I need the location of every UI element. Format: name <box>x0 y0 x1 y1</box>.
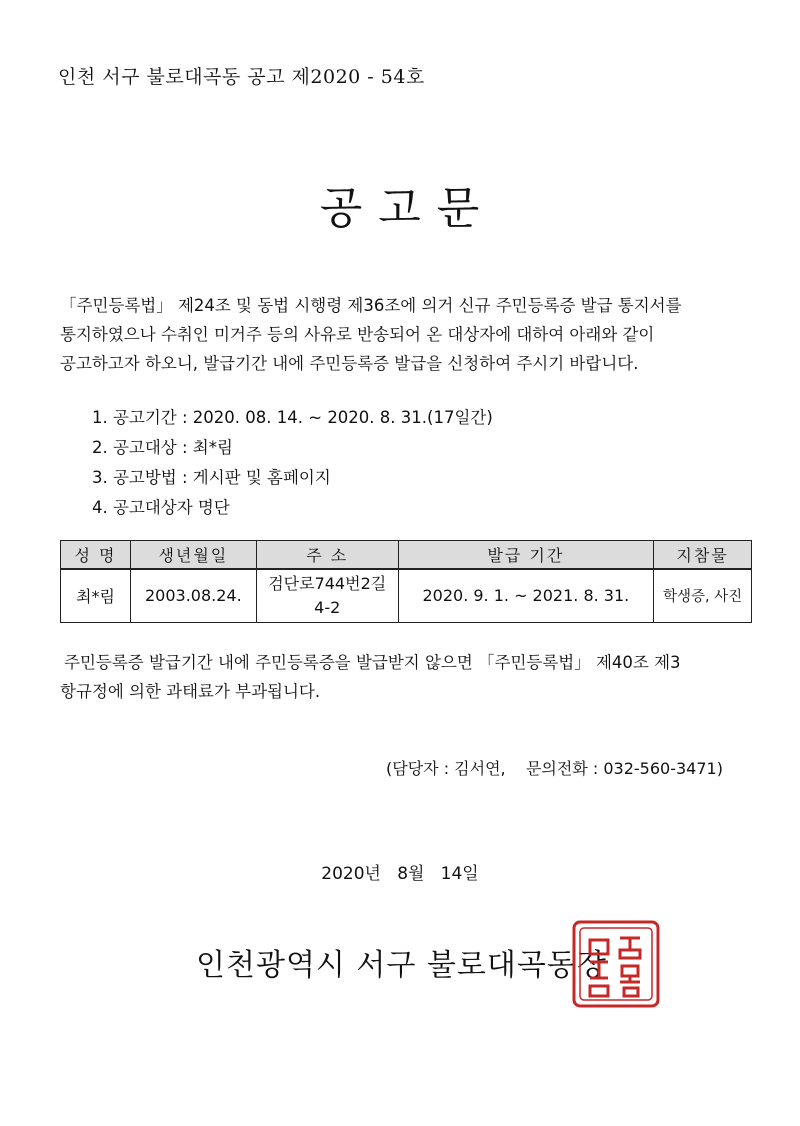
item-roster-title: 4. 공고대상자 명단 <box>92 498 230 517</box>
header-items: 지참물 <box>654 541 752 569</box>
cell-items: 학생증, 사진 <box>654 569 752 623</box>
header-period: 발급 기간 <box>398 541 654 569</box>
table-header-row <box>61 541 752 569</box>
item-period: 1. 공고기간 : 2020. 08. 14. ~ 2020. 8. 31.(17일간) <box>92 408 493 427</box>
official-seal-icon <box>568 916 664 1012</box>
penalty-line: 주민등록증 발급기간 내에 주민등록증을 발급받지 않으면 「주민등록법」 제40조 제3 <box>64 653 681 672</box>
cell-name: 최*림 <box>61 569 131 623</box>
penalty-line: 항규정에 의한 과태료가 부과됩니다. <box>60 682 321 701</box>
document-date: 2020년 8월 14일 <box>321 864 479 884</box>
address-line: 4-2 <box>314 597 341 617</box>
intro-line: 공고하고자 하오니, 발급기간 내에 주민등록증 발급을 신청하여 주시기 바랍니다. <box>60 354 639 373</box>
item-method: 3. 공고방법 : 게시판 및 홈페이지 <box>92 468 331 487</box>
header-name: 성 명 <box>61 541 131 569</box>
address-line: 검단로744번2길 <box>268 573 387 593</box>
notice-items <box>92 403 493 523</box>
penalty-note <box>60 648 760 706</box>
intro-line: 「주민등록법」 제24조 및 동법 시행령 제36조에 의거 신규 주민등록증 발급 통지서를 <box>60 296 682 315</box>
issuer-name: 인천광역시 서구 불로대곡동장 <box>196 948 607 983</box>
roster-table <box>60 540 752 623</box>
document-title: 공 고 문 <box>319 183 481 234</box>
header-birth: 생년월일 <box>130 541 256 569</box>
table-row <box>61 569 752 623</box>
contact-info: (담당자 : 김서연, 문의전화 : 032-560-3471) <box>386 759 723 778</box>
cell-address <box>256 569 398 623</box>
item-target: 2. 공고대상 : 최*림 <box>92 438 233 457</box>
intro-paragraph <box>60 291 750 378</box>
cell-birth: 2003.08.24. <box>130 569 256 623</box>
header-address: 주 소 <box>256 541 398 569</box>
cell-period: 2020. 9. 1. ~ 2021. 8. 31. <box>398 569 654 623</box>
notice-number: 인천 서구 불로대곡동 공고 제2020 - 54호 <box>58 66 425 88</box>
intro-line: 통지하였으나 수취인 미거주 등의 사유로 반송되어 온 대상자에 대하여 아래와 같이 <box>60 325 655 344</box>
